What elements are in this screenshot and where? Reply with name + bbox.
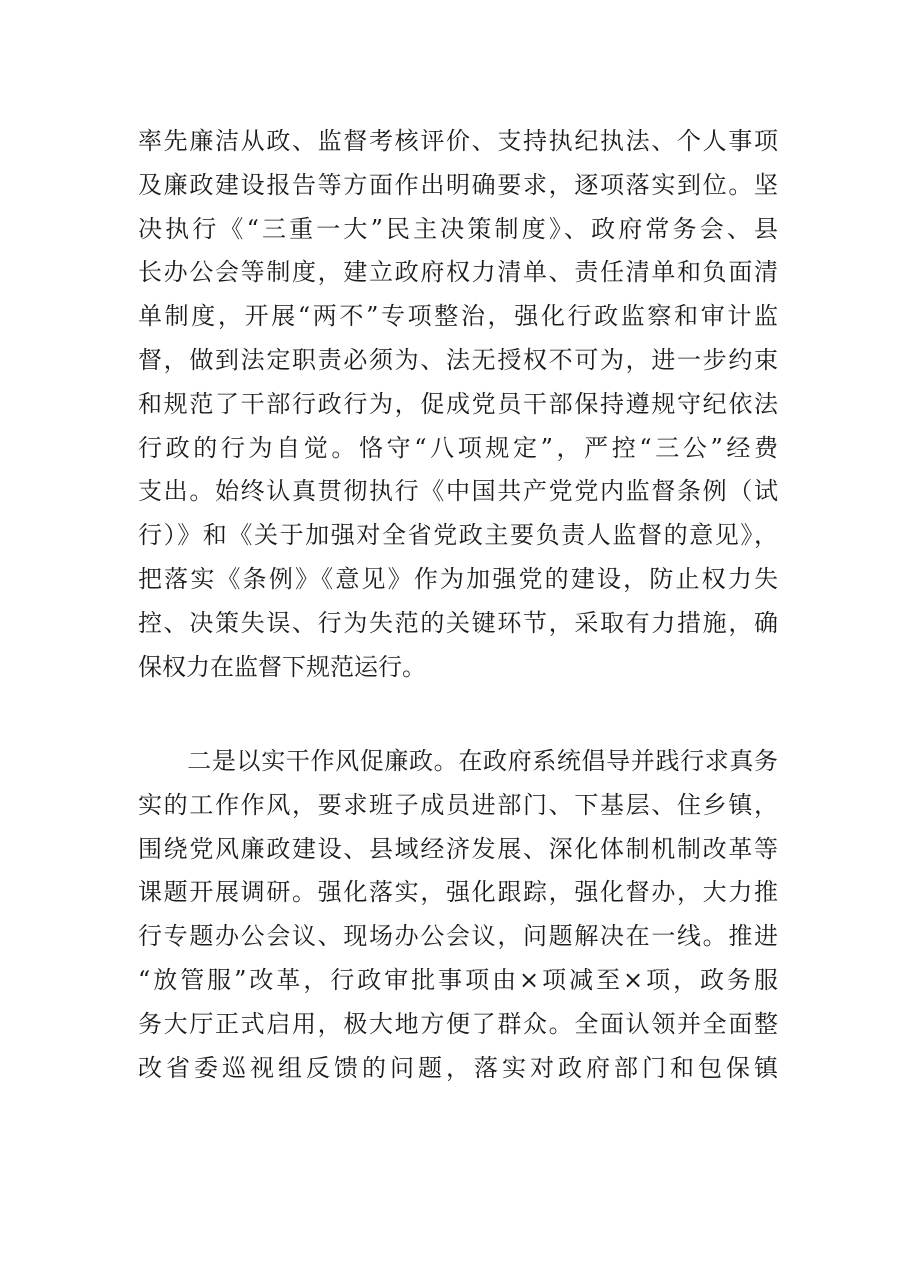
text-line: 控、决策失误、行为失范的关键环节，采取有力措施，确 — [138, 608, 778, 637]
text-line: 务大厅正式启用，极大地方便了群众。全面认领并全面整 — [138, 1009, 778, 1038]
text-line: 支出。始终认真贯彻执行《中国共产党党内监督条例（试 — [138, 477, 778, 506]
text-line: 保权力在监督下规范运行。 — [138, 652, 426, 681]
text-line: 和规范了干部行政行为，促成党员干部保持遵规守纪依法 — [138, 389, 778, 418]
text-line: 行）》和《关于加强对全省党政主要负责人监督的意见》， — [138, 521, 778, 550]
text-line: 及廉政建设报告等方面作出明确要求，逐项落实到位。坚 — [138, 170, 778, 199]
text-line: 长办公会等制度，建立政府权力清单、责任清单和负面清 — [138, 258, 778, 287]
text-line: 围绕党风廉政建设、县域经济发展、深化体制机制改革等 — [138, 834, 778, 863]
text-line: 把落实《条例》《意见》作为加强党的建设，防止权力失 — [138, 564, 778, 593]
text-line: 率先廉洁从政、监督考核评价、支持执纪执法、个人事项 — [138, 127, 778, 155]
text-line: 实的工作作风，要求班子成员进部门、下基层、住乡镇， — [138, 790, 778, 819]
text-line: 行专题办公会议、现场办公会议，问题解决在一线。推进 — [138, 922, 778, 951]
text-line: 行政的行为自觉。恪守“八项规定”，严控“三公”经费 — [138, 433, 778, 462]
text-line: 决执行《“三重一大”民主决策制度》、政府常务会、县 — [138, 214, 778, 243]
paragraph-2 — [138, 740, 778, 1090]
paragraph-1 — [138, 120, 778, 689]
text-line: 二是以实干作风促廉政。在政府系统倡导并践行求真务 — [138, 747, 778, 775]
text-line: 单制度，开展“两不”专项整治，强化行政监察和审计监 — [138, 302, 778, 331]
text-line: 督，做到法定职责必须为、法无授权不可为，进一步约束 — [138, 345, 778, 374]
text-line: 课题开展调研。强化落实，强化跟踪，强化督办，大力推 — [138, 878, 778, 907]
text-line: “放管服”改革，行政审批事项由×项减至×项，政务服 — [138, 965, 778, 994]
text-line: 改省委巡视组反馈的问题，落实对政府部门和包保镇 — [138, 1053, 778, 1082]
